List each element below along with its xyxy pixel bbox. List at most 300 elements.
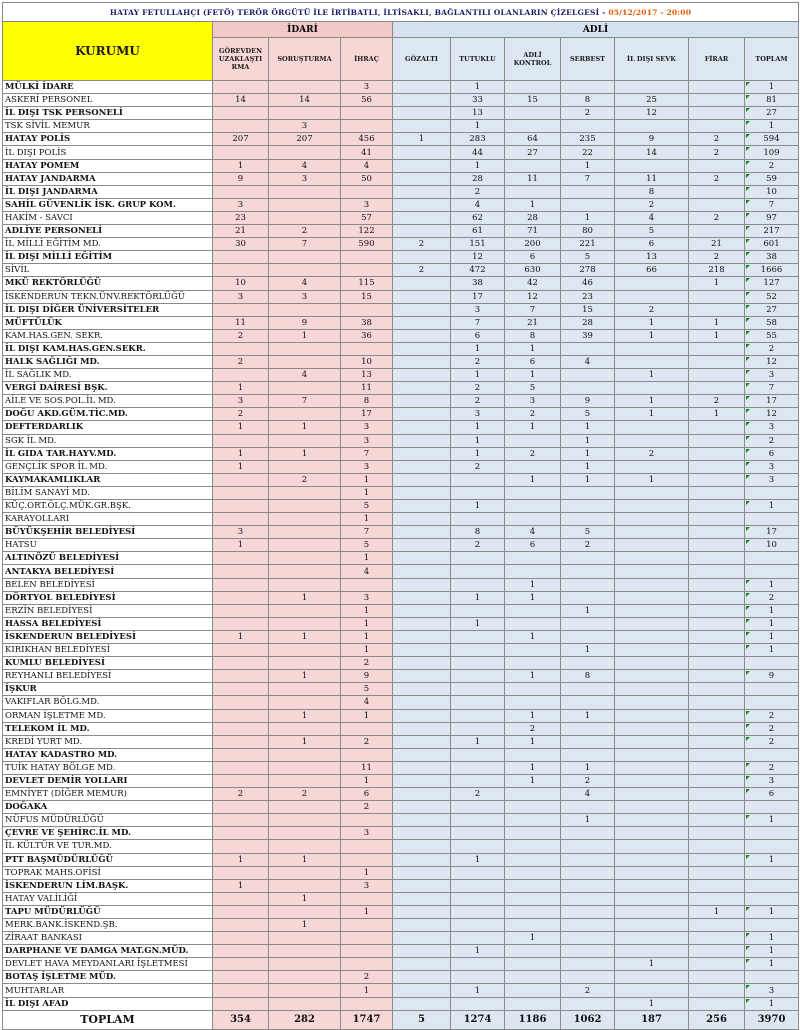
cell-tutuklu <box>451 892 505 905</box>
cell-serbest: 1 <box>561 421 615 434</box>
cell-il-disi-sevk: 66 <box>615 264 689 277</box>
cell-sorusturma <box>269 565 341 578</box>
cell-uzaklastirma: 1 <box>213 382 269 395</box>
cell-ihrac: 1 <box>341 984 393 997</box>
cell-adli-kontrol <box>505 788 561 801</box>
cell-tutuklu <box>451 866 505 879</box>
cell-firar <box>689 644 745 657</box>
cell-adli-kontrol <box>505 801 561 814</box>
cell-ihrac <box>341 342 393 355</box>
cell-tutuklu: 7 <box>451 316 505 329</box>
cell-uzaklastirma <box>213 303 269 316</box>
cell-sorusturma <box>269 303 341 316</box>
cell-adli-kontrol: 15 <box>505 94 561 107</box>
cell-gozalti <box>393 644 451 657</box>
cell-tutuklu: 28 <box>451 172 505 185</box>
cell-firar <box>689 355 745 368</box>
cell-serbest <box>561 905 615 918</box>
total-sorusturma: 282 <box>269 1010 341 1029</box>
cell-il-disi-sevk: 11 <box>615 172 689 185</box>
cell-uzaklastirma <box>213 709 269 722</box>
cell-toplam: 6 <box>745 447 799 460</box>
cell-tutuklu: 1 <box>451 421 505 434</box>
institution-name: VERGİ DAİRESİ BŞK. <box>3 382 213 395</box>
cell-sorusturma: 2 <box>269 788 341 801</box>
institution-name: KÜÇ.ORT.ÖLÇ.MÜK.GR.BŞK. <box>3 500 213 513</box>
cell-toplam: 17 <box>745 526 799 539</box>
cell-il-disi-sevk <box>615 866 689 879</box>
table-row <box>3 486 799 499</box>
cell-toplam: 2 <box>745 434 799 447</box>
cell-serbest <box>561 945 615 958</box>
institution-name: ASKERİ PERSONEL <box>3 94 213 107</box>
cell-gozalti <box>393 382 451 395</box>
cell-uzaklastirma <box>213 827 269 840</box>
cell-toplam: 1 <box>745 630 799 643</box>
cell-il-disi-sevk <box>615 722 689 735</box>
cell-toplam <box>745 696 799 709</box>
cell-firar <box>689 748 745 761</box>
cell-uzaklastirma <box>213 997 269 1010</box>
institution-name: HATAY KADASTRO MD. <box>3 748 213 761</box>
cell-toplam: 58 <box>745 316 799 329</box>
cell-gozalti <box>393 408 451 421</box>
cell-firar <box>689 709 745 722</box>
cell-serbest: 1 <box>561 447 615 460</box>
cell-serbest: 1 <box>561 814 615 827</box>
cell-firar: 1 <box>689 277 745 290</box>
institution-name: VAKIFLAR BÖLG.MD. <box>3 696 213 709</box>
cell-sorusturma <box>269 185 341 198</box>
table-row <box>3 238 799 251</box>
cell-serbest: 39 <box>561 329 615 342</box>
institution-name: HATAY VALİLİĞİ <box>3 892 213 905</box>
cell-toplam: 52 <box>745 290 799 303</box>
cell-uzaklastirma: 2 <box>213 788 269 801</box>
cell-serbest <box>561 827 615 840</box>
cell-tutuklu: 1 <box>451 342 505 355</box>
cell-toplam: 109 <box>745 146 799 159</box>
institution-name: İŞKUR <box>3 683 213 696</box>
cell-firar <box>689 460 745 473</box>
column-header-uzaklastirma: GÖREVDEN UZAKLAŞTI RMA <box>213 38 269 81</box>
cell-serbest <box>561 185 615 198</box>
cell-gozalti <box>393 774 451 787</box>
table-row <box>3 447 799 460</box>
cell-toplam: 3 <box>745 984 799 997</box>
cell-ihrac: 3 <box>341 198 393 211</box>
institution-name: MÜLKİ İDARE <box>3 81 213 94</box>
cell-firar <box>689 984 745 997</box>
cell-adli-kontrol: 1 <box>505 198 561 211</box>
column-header-tutuklu: TUTUKLU <box>451 38 505 81</box>
cell-ihrac: 1 <box>341 604 393 617</box>
cell-adli-kontrol <box>505 460 561 473</box>
table-row <box>3 683 799 696</box>
cell-tutuklu <box>451 997 505 1010</box>
cell-sorusturma <box>269 107 341 120</box>
cell-ihrac: 4 <box>341 159 393 172</box>
cell-uzaklastirma <box>213 971 269 984</box>
cell-sorusturma: 3 <box>269 290 341 303</box>
cell-il-disi-sevk: 12 <box>615 107 689 120</box>
cell-uzaklastirma <box>213 984 269 997</box>
table-row <box>3 630 799 643</box>
cell-toplam: 1 <box>745 500 799 513</box>
cell-uzaklastirma <box>213 264 269 277</box>
title-text: HATAY FETULLAHÇI (FETÖ) TERÖR ÖRGÜTÜ İLE İRTİBATLI, İLTİSAKLI, BAĞLANTILI OLANLARIN ÇİZELGESİ - <box>109 7 609 17</box>
cell-sorusturma <box>269 644 341 657</box>
cell-serbest: 1 <box>561 473 615 486</box>
cell-serbest <box>561 919 615 932</box>
cell-sorusturma <box>269 879 341 892</box>
cell-serbest <box>561 81 615 94</box>
cell-tutuklu <box>451 709 505 722</box>
cell-firar: 1 <box>689 316 745 329</box>
cell-adli-kontrol <box>505 434 561 447</box>
cell-adli-kontrol <box>505 696 561 709</box>
cell-sorusturma <box>269 146 341 159</box>
cell-tutuklu <box>451 958 505 971</box>
cell-sorusturma: 2 <box>269 473 341 486</box>
cell-gozalti <box>393 395 451 408</box>
cell-gozalti <box>393 526 451 539</box>
cell-gozalti <box>393 107 451 120</box>
cell-serbest <box>561 958 615 971</box>
table-row <box>3 303 799 316</box>
cell-ihrac <box>341 120 393 133</box>
cell-uzaklastirma: 2 <box>213 408 269 421</box>
cell-gozalti <box>393 185 451 198</box>
column-header-sorusturma: SORUŞTURMA <box>269 38 341 81</box>
cell-firar <box>689 761 745 774</box>
cell-adli-kontrol: 8 <box>505 329 561 342</box>
table-row <box>3 761 799 774</box>
cell-toplam: 3 <box>745 421 799 434</box>
cell-sorusturma: 1 <box>269 735 341 748</box>
institution-name: HATAY POMEM <box>3 159 213 172</box>
cell-tutuklu: 6 <box>451 329 505 342</box>
sheet-title <box>3 3 799 22</box>
cell-ihrac: 7 <box>341 526 393 539</box>
cell-adli-kontrol: 1 <box>505 421 561 434</box>
cell-uzaklastirma <box>213 892 269 905</box>
cell-il-disi-sevk <box>615 801 689 814</box>
cell-gozalti <box>393 225 451 238</box>
cell-tutuklu: 283 <box>451 133 505 146</box>
cell-adli-kontrol <box>505 644 561 657</box>
cell-ihrac: 41 <box>341 146 393 159</box>
cell-toplam: 2 <box>745 761 799 774</box>
cell-adli-kontrol <box>505 552 561 565</box>
cell-gozalti <box>393 81 451 94</box>
cell-il-disi-sevk: 1 <box>615 958 689 971</box>
cell-sorusturma: 7 <box>269 395 341 408</box>
cell-gozalti <box>393 879 451 892</box>
cell-firar: 2 <box>689 133 745 146</box>
cell-tutuklu: 2 <box>451 185 505 198</box>
cell-serbest: 9 <box>561 395 615 408</box>
cell-firar <box>689 997 745 1010</box>
cell-ihrac <box>341 892 393 905</box>
institution-name: İL MİLLİ EĞİTİM MD. <box>3 238 213 251</box>
cell-ihrac <box>341 303 393 316</box>
cell-adli-kontrol <box>505 997 561 1010</box>
cell-uzaklastirma <box>213 905 269 918</box>
cell-uzaklastirma <box>213 185 269 198</box>
cell-toplam <box>745 801 799 814</box>
cell-il-disi-sevk <box>615 840 689 853</box>
cell-sorusturma <box>269 81 341 94</box>
table-row <box>3 172 799 185</box>
cell-uzaklastirma <box>213 369 269 382</box>
table-row <box>3 997 799 1010</box>
cell-serbest <box>561 735 615 748</box>
cell-serbest: 1 <box>561 460 615 473</box>
table-row <box>3 696 799 709</box>
cell-adli-kontrol <box>505 657 561 670</box>
cell-uzaklastirma: 30 <box>213 238 269 251</box>
cell-tutuklu: 1 <box>451 120 505 133</box>
cell-ihrac: 1 <box>341 866 393 879</box>
cell-firar <box>689 303 745 316</box>
cell-sorusturma: 1 <box>269 591 341 604</box>
cell-gozalti <box>393 513 451 526</box>
cell-uzaklastirma <box>213 500 269 513</box>
cell-adli-kontrol: 1 <box>505 709 561 722</box>
cell-ihrac <box>341 264 393 277</box>
cell-firar <box>689 840 745 853</box>
cell-gozalti <box>393 578 451 591</box>
cell-gozalti <box>393 696 451 709</box>
cell-firar <box>689 107 745 120</box>
cell-uzaklastirma <box>213 251 269 264</box>
cell-uzaklastirma: 9 <box>213 172 269 185</box>
cell-adli-kontrol: 630 <box>505 264 561 277</box>
cell-il-disi-sevk: 8 <box>615 185 689 198</box>
cell-gozalti <box>393 709 451 722</box>
institution-name: KARAYOLLARI <box>3 513 213 526</box>
institution-name: PTT BAŞMÜDÜRLÜĞÜ <box>3 853 213 866</box>
cell-toplam: 2 <box>745 709 799 722</box>
cell-gozalti <box>393 748 451 761</box>
cell-gozalti <box>393 722 451 735</box>
institution-name: ORMAN İŞLETME MD. <box>3 709 213 722</box>
cell-sorusturma: 9 <box>269 316 341 329</box>
cell-ihrac: 9 <box>341 670 393 683</box>
cell-toplam: 2 <box>745 591 799 604</box>
cell-sorusturma <box>269 460 341 473</box>
cell-adli-kontrol: 1 <box>505 473 561 486</box>
cell-firar <box>689 539 745 552</box>
cell-uzaklastirma <box>213 866 269 879</box>
institution-name: HAKİM - SAVCI <box>3 211 213 224</box>
cell-uzaklastirma <box>213 814 269 827</box>
cell-gozalti <box>393 342 451 355</box>
cell-toplam <box>745 919 799 932</box>
cell-uzaklastirma <box>213 774 269 787</box>
cell-uzaklastirma: 1 <box>213 421 269 434</box>
cell-sorusturma <box>269 840 341 853</box>
cell-sorusturma <box>269 814 341 827</box>
cell-ihrac <box>341 945 393 958</box>
total-adli-kontrol: 1186 <box>505 1010 561 1029</box>
cell-toplam: 2 <box>745 735 799 748</box>
cell-ihrac <box>341 251 393 264</box>
cell-tutuklu: 1 <box>451 500 505 513</box>
cell-firar: 1 <box>689 408 745 421</box>
cell-il-disi-sevk: 5 <box>615 225 689 238</box>
institution-name: İL KÜLTÜR VE TUR.MD. <box>3 840 213 853</box>
cell-uzaklastirma <box>213 761 269 774</box>
cell-toplam: 217 <box>745 225 799 238</box>
cell-uzaklastirma: 23 <box>213 211 269 224</box>
cell-sorusturma: 3 <box>269 172 341 185</box>
cell-tutuklu: 1 <box>451 369 505 382</box>
institution-name: SİVİL <box>3 264 213 277</box>
cell-il-disi-sevk <box>615 892 689 905</box>
cell-serbest <box>561 997 615 1010</box>
cell-toplam <box>745 486 799 499</box>
table-row <box>3 421 799 434</box>
cell-tutuklu: 1 <box>451 159 505 172</box>
cell-tutuklu: 1 <box>451 434 505 447</box>
cell-ihrac <box>341 107 393 120</box>
cell-ihrac: 5 <box>341 500 393 513</box>
cell-sorusturma: 4 <box>269 159 341 172</box>
institution-name: HASSA BELEDİYESİ <box>3 617 213 630</box>
cell-gozalti <box>393 552 451 565</box>
institution-name: KAYMAKAMLIKLAR <box>3 473 213 486</box>
table-row <box>3 185 799 198</box>
cell-firar <box>689 342 745 355</box>
cell-gozalti <box>393 369 451 382</box>
cell-firar <box>689 879 745 892</box>
cell-sorusturma <box>269 552 341 565</box>
cell-gozalti <box>393 945 451 958</box>
cell-tutuklu: 2 <box>451 382 505 395</box>
cell-tutuklu <box>451 696 505 709</box>
cell-gozalti <box>393 486 451 499</box>
total-toplam: 3970 <box>745 1010 799 1029</box>
cell-gozalti <box>393 892 451 905</box>
cell-uzaklastirma <box>213 958 269 971</box>
cell-uzaklastirma: 1 <box>213 460 269 473</box>
cell-serbest <box>561 866 615 879</box>
cell-firar <box>689 866 745 879</box>
cell-sorusturma <box>269 617 341 630</box>
cell-uzaklastirma: 1 <box>213 879 269 892</box>
cell-toplam <box>745 866 799 879</box>
institution-name: ADLİYE PERSONELİ <box>3 225 213 238</box>
cell-adli-kontrol: 2 <box>505 447 561 460</box>
cell-gozalti <box>393 316 451 329</box>
cell-sorusturma <box>269 264 341 277</box>
cell-uzaklastirma <box>213 644 269 657</box>
cell-sorusturma: 1 <box>269 709 341 722</box>
cell-gozalti: 2 <box>393 238 451 251</box>
cell-toplam: 1666 <box>745 264 799 277</box>
cell-toplam: 6 <box>745 788 799 801</box>
cell-il-disi-sevk <box>615 591 689 604</box>
institution-name: GENÇLİK SPOR İL MD. <box>3 460 213 473</box>
cell-firar <box>689 473 745 486</box>
cell-tutuklu: 13 <box>451 107 505 120</box>
cell-firar <box>689 434 745 447</box>
cell-il-disi-sevk <box>615 604 689 617</box>
cell-il-disi-sevk <box>615 460 689 473</box>
cell-serbest <box>561 748 615 761</box>
cell-serbest: 15 <box>561 303 615 316</box>
cell-gozalti <box>393 814 451 827</box>
cell-toplam: 81 <box>745 94 799 107</box>
kurum-header: KURUMU <box>3 22 213 81</box>
cell-toplam: 97 <box>745 211 799 224</box>
cell-il-disi-sevk <box>615 290 689 303</box>
cell-serbest <box>561 382 615 395</box>
cell-ihrac: 3 <box>341 434 393 447</box>
cell-il-disi-sevk <box>615 748 689 761</box>
cell-toplam: 27 <box>745 107 799 120</box>
institution-name: MERK.BANK.İSKEND.ŞB. <box>3 919 213 932</box>
cell-toplam: 10 <box>745 185 799 198</box>
cell-il-disi-sevk <box>615 382 689 395</box>
cell-adli-kontrol <box>505 107 561 120</box>
cell-tutuklu <box>451 971 505 984</box>
cell-uzaklastirma <box>213 932 269 945</box>
adli-group-header: ADLİ <box>393 22 799 38</box>
cell-adli-kontrol: 1 <box>505 735 561 748</box>
institution-name: MUHTARLAR <box>3 984 213 997</box>
cell-firar <box>689 578 745 591</box>
cell-toplam: 7 <box>745 382 799 395</box>
cell-firar <box>689 945 745 958</box>
cell-ihrac: 1 <box>341 630 393 643</box>
cell-serbest <box>561 630 615 643</box>
institution-name: AİLE VE SOS.POL.İL MD. <box>3 395 213 408</box>
cell-toplam: 3 <box>745 774 799 787</box>
cell-firar <box>689 225 745 238</box>
cell-tutuklu <box>451 827 505 840</box>
cell-tutuklu: 62 <box>451 211 505 224</box>
cell-toplam: 3 <box>745 460 799 473</box>
total-firar: 256 <box>689 1010 745 1029</box>
cell-adli-kontrol <box>505 827 561 840</box>
cell-adli-kontrol: 4 <box>505 526 561 539</box>
cell-gozalti <box>393 630 451 643</box>
cell-gozalti <box>393 460 451 473</box>
cell-toplam: 9 <box>745 670 799 683</box>
cell-adli-kontrol <box>505 905 561 918</box>
total-il-disi-sevk: 187 <box>615 1010 689 1029</box>
cell-il-disi-sevk: 2 <box>615 303 689 316</box>
cell-serbest: 1 <box>561 709 615 722</box>
cell-toplam: 12 <box>745 408 799 421</box>
cell-adli-kontrol <box>505 604 561 617</box>
total-uzaklastirma: 354 <box>213 1010 269 1029</box>
cell-tutuklu: 2 <box>451 460 505 473</box>
cell-sorusturma: 1 <box>269 329 341 342</box>
cell-gozalti <box>393 277 451 290</box>
table-row <box>3 827 799 840</box>
cell-serbest: 2 <box>561 774 615 787</box>
cell-adli-kontrol <box>505 840 561 853</box>
cell-gozalti <box>393 565 451 578</box>
cell-tutuklu <box>451 761 505 774</box>
cell-ihrac: 1 <box>341 709 393 722</box>
cell-adli-kontrol: 1 <box>505 774 561 787</box>
cell-gozalti <box>393 971 451 984</box>
